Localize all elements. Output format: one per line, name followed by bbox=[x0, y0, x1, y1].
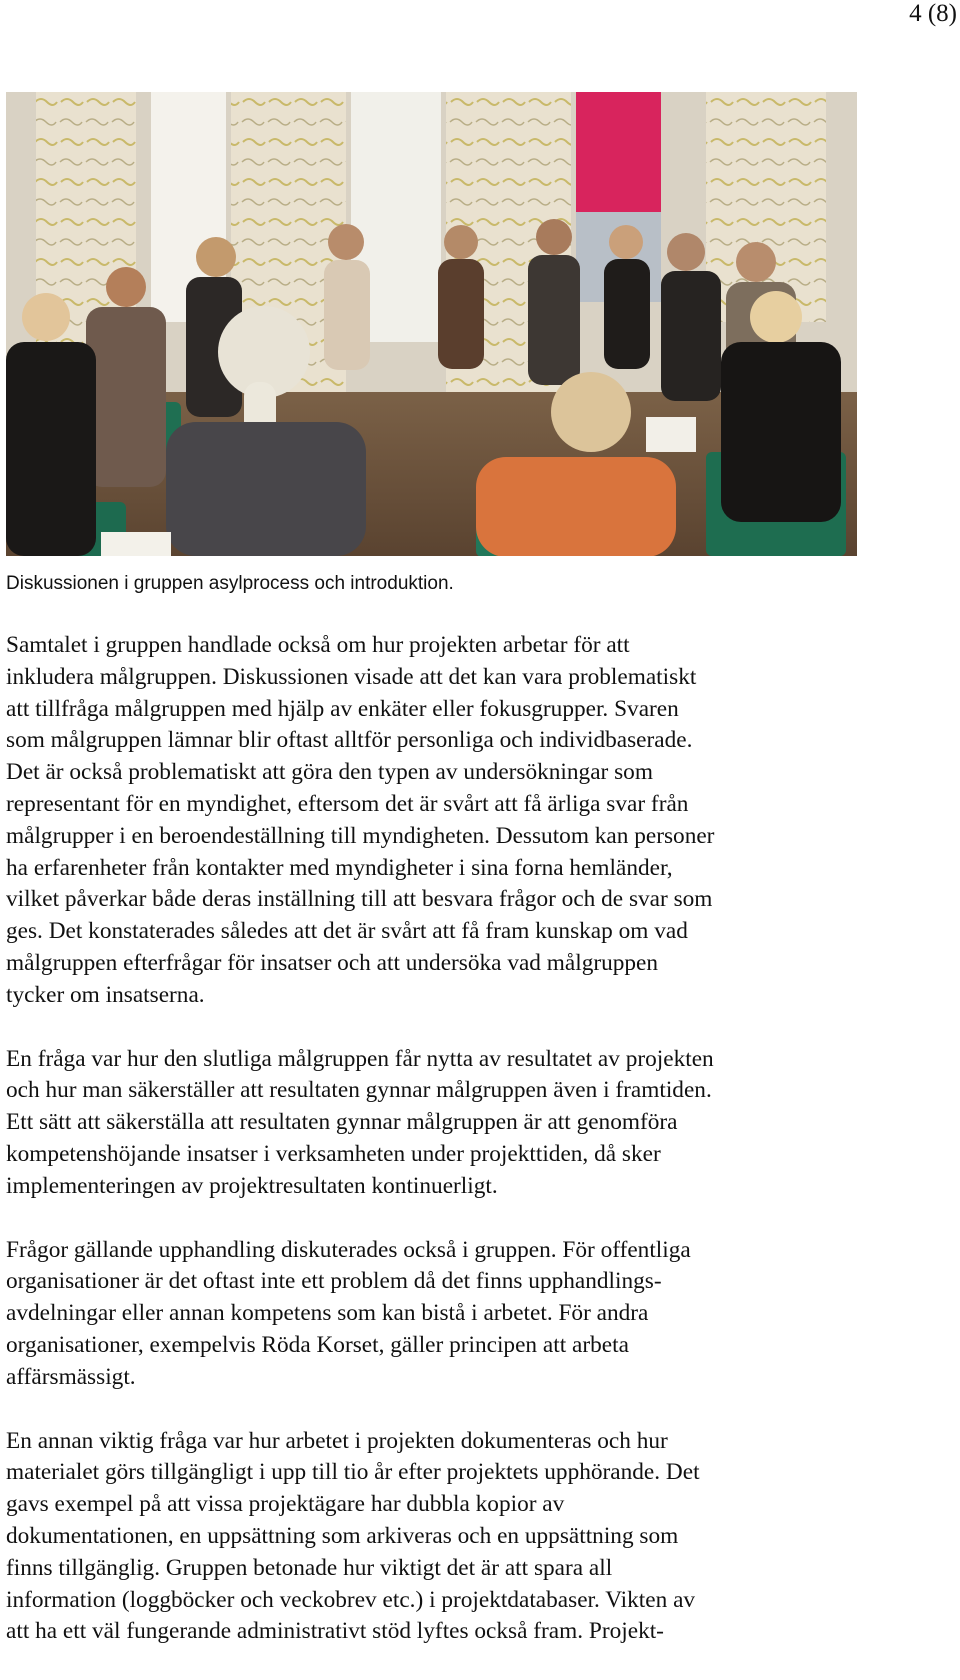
body-text bbox=[6, 630, 951, 1680]
paragraph-final-target-group: En fråga var hur den slutliga målgruppen får nytta av resultatet av projekten och hur man säkerställer att resultaten gynnar målgruppen även i framtiden. Ett sätt att säkerställa att resultaten gynnar målgruppen är att genomföra kompetenshöjande insatser i verksamheten under projekttiden, då sker implementeringen av projektresultaten kontinuerligt. bbox=[6, 1045, 714, 1199]
photo-caption: Diskussionen i gruppen asylprocess och introduktion. bbox=[6, 573, 454, 594]
paragraph-procurement: Frågor gällande upphandling diskuterades också i gruppen. För offentliga organisationer är det oftast inte ett problem då det finns upphandlings- avdelningar eller annan kompetens som kan bistå i arbetet. För andra organisationer, exempelvis Röda Korset, gäller principen att arbeta affärsmässigt. bbox=[6, 1236, 691, 1390]
page-number: 4 (8) bbox=[909, 0, 957, 27]
group-discussion-photo bbox=[6, 92, 857, 556]
paragraph-target-group: Samtalet i gruppen handlade också om hur projekten arbetar för att inkludera målgruppen. Diskussionen visade att det kan vara problematiskt att tillfråga målgruppen med hjälp av enkäter eller fokusgrupper. Svaren som målgruppen lämnar blir oftast alltför personliga och individbaserade. Det är också problematiskt att göra den typen av undersökningar som representant för en myndighet, eftersom det är svårt att få ärliga svar från målgrupper i en beroendeställning till myndigheten. Dessutom kan personer ha erfarenheter från kontakter med myndigheter i sina forna hemländer, vilket påverkar både deras inställning till att besvara frågor och de svar som ges. Det konstaterades således att det är svårt att få fram kunskap om vad målgruppen efterfrågar för insatser och att undersöka vad målgruppen tycker om insatserna. bbox=[6, 632, 715, 1008]
paragraph-documentation: En annan viktig fråga var hur arbetet i projekten dokumenteras och hur materialet görs tillgängligt i upp till tio år efter projektets upphörande. Det gavs exempel på att vissa projektägare har dubbla kopior av dokumentationen, en uppsättning som arkiveras och en uppsättning som finns tillgänglig. Gruppen betonade hur viktigt det är att spara all information (loggböcker och veckobrev etc.) i projektdatabaser. Vikten av att ha ett väl fungerande administrativt stöd lyftes också fram. Projekt- bbox=[6, 1427, 700, 1645]
